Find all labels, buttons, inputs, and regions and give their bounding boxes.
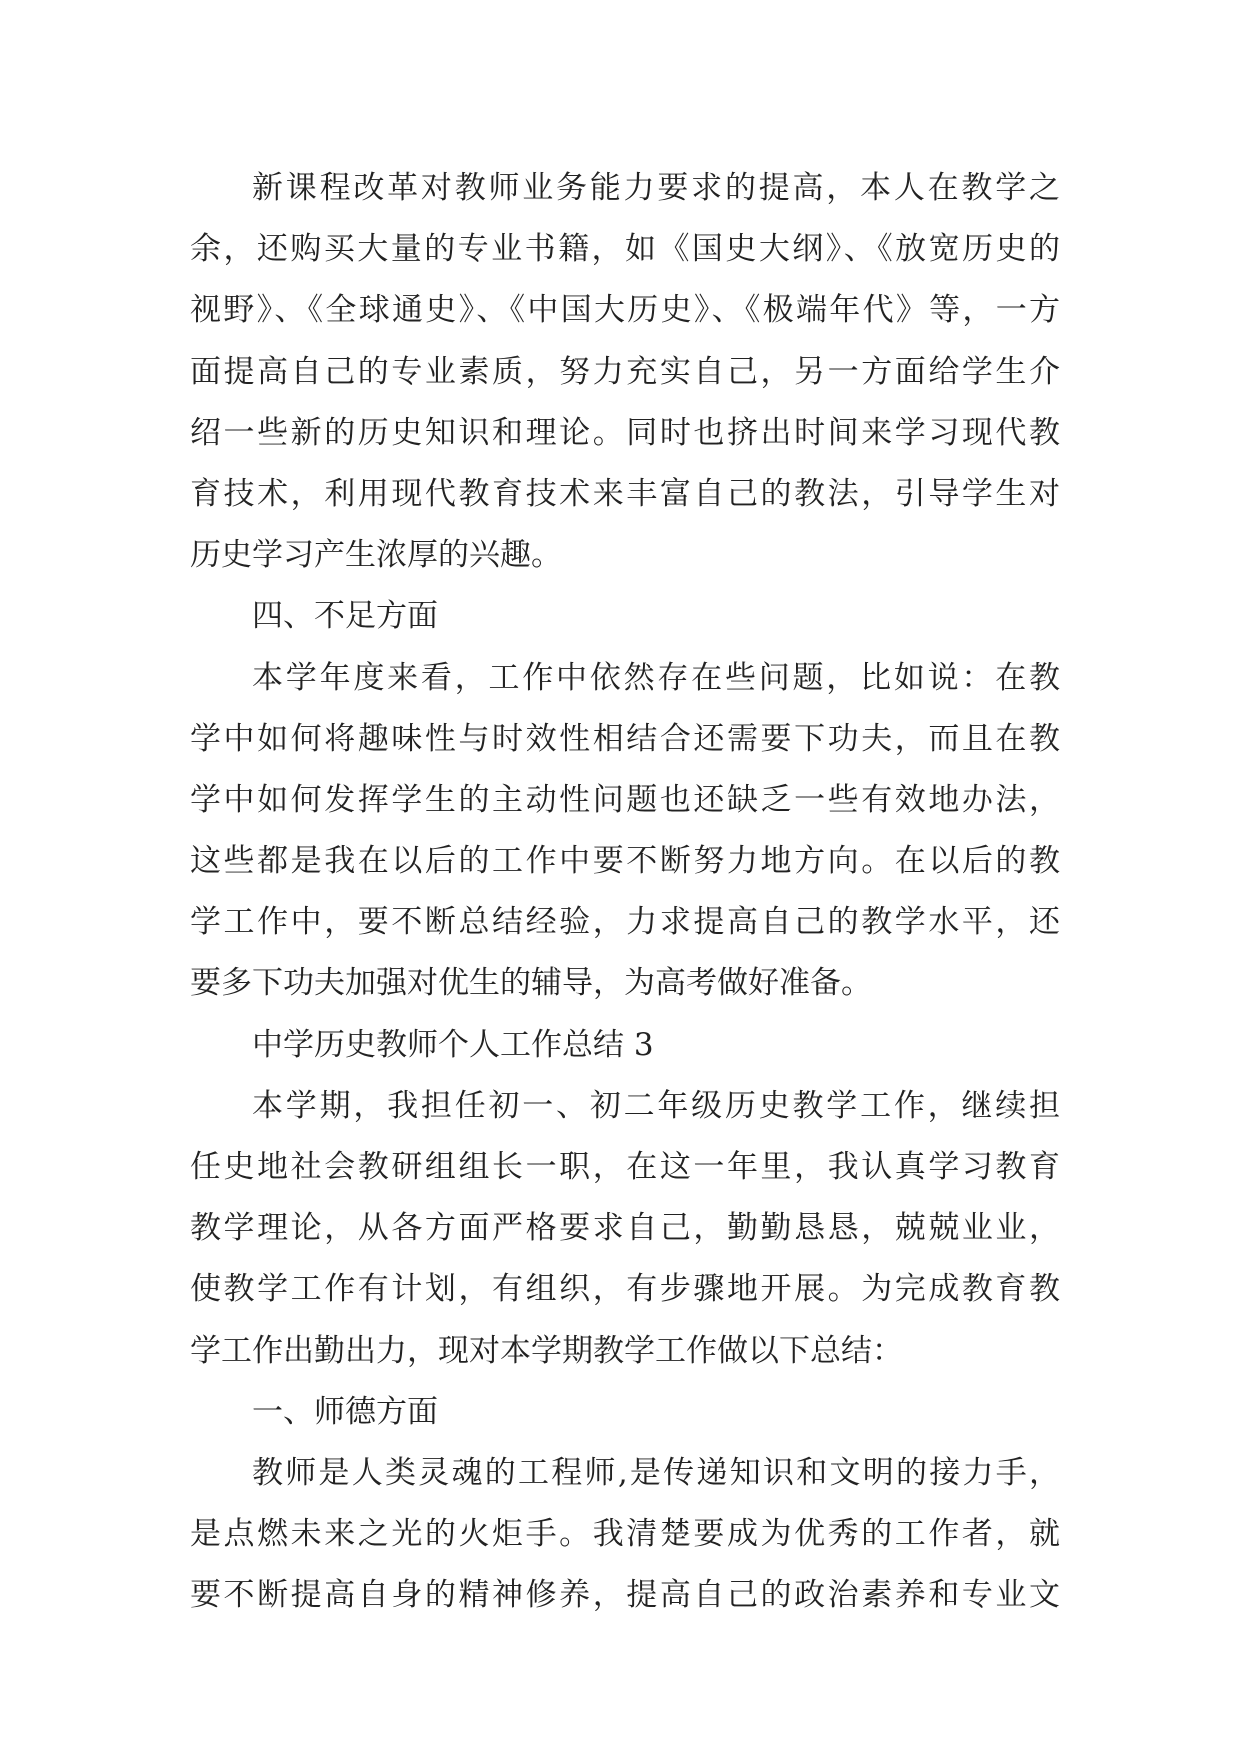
paragraph-line: 本学年度来看，工作中依然存在些问题，比如说：在教: [252, 659, 1060, 696]
paragraph-line: 新课程改革对教师业务能力要求的提高，本人在教学之: [252, 170, 1060, 206]
paragraph-line: 余，还购买大量的专业书籍，如《国史大纲》、《放宽历史的: [190, 231, 1060, 268]
document-subtitle: 中学历史教师个人工作总结 3: [252, 1026, 654, 1063]
paragraph-line: 使教学工作有计划，有组织，有步骤地开展。为完成教育教: [190, 1271, 1060, 1308]
paragraph-line: 这些都是我在以后的工作中要不断努力地方向。在以后的教: [190, 843, 1060, 880]
paragraph-line: 是点燃未来之光的火炬手。我清楚要成为优秀的工作者，就: [190, 1516, 1060, 1553]
section-heading: 一、师德方面: [252, 1393, 438, 1430]
paragraph-line: 视野》、《全球通史》、《中国大历史》、《极端年代》等，一方: [190, 292, 1060, 329]
paragraph-line: 教师是人类灵魂的工程师,是传递知识和文明的接力手，: [252, 1454, 1060, 1491]
paragraph-line: 本学期，我担任初一、初二年级历史教学工作，继续担: [252, 1087, 1060, 1124]
paragraph-line: 学中如何发挥学生的主动性问题也还缺乏一些有效地办法，: [190, 781, 1060, 818]
paragraph-line: 教学理论，从各方面严格要求自己，勤勤恳恳，兢兢业业，: [190, 1210, 1060, 1247]
paragraph-line: 学工作中，要不断总结经验，力求提高自己的教学水平，还: [190, 904, 1060, 941]
paragraph-line: 任史地社会教研组组长一职，在这一年里，我认真学习教育: [190, 1149, 1060, 1185]
section-heading: 四、不足方面: [252, 598, 438, 635]
paragraph-line: 绍一些新的历史知识和理论。同时也挤出时间来学习现代教: [190, 414, 1060, 451]
paragraph-line: 学中如何将趣味性与时效性相结合还需要下功夫，而且在教: [190, 720, 1060, 757]
paragraph-line: 面提高自己的专业素质，努力充实自己，另一方面给学生介: [190, 353, 1060, 390]
paragraph-line: 要不断提高自身的精神修养，提高自己的政治素养和专业文: [190, 1577, 1060, 1614]
paragraph-line: 历史学习产生浓厚的兴趣。: [190, 537, 562, 574]
paragraph-line: 学工作出勤出力，现对本学期教学工作做以下总结：: [190, 1332, 903, 1369]
paragraph-line: 育技术，利用现代教育技术来丰富自己的教法，引导学生对: [190, 475, 1060, 512]
paragraph-line: 要多下功夫加强对优生的辅导，为高考做好准备。: [190, 965, 872, 1002]
document-body: [190, 158, 1060, 1627]
